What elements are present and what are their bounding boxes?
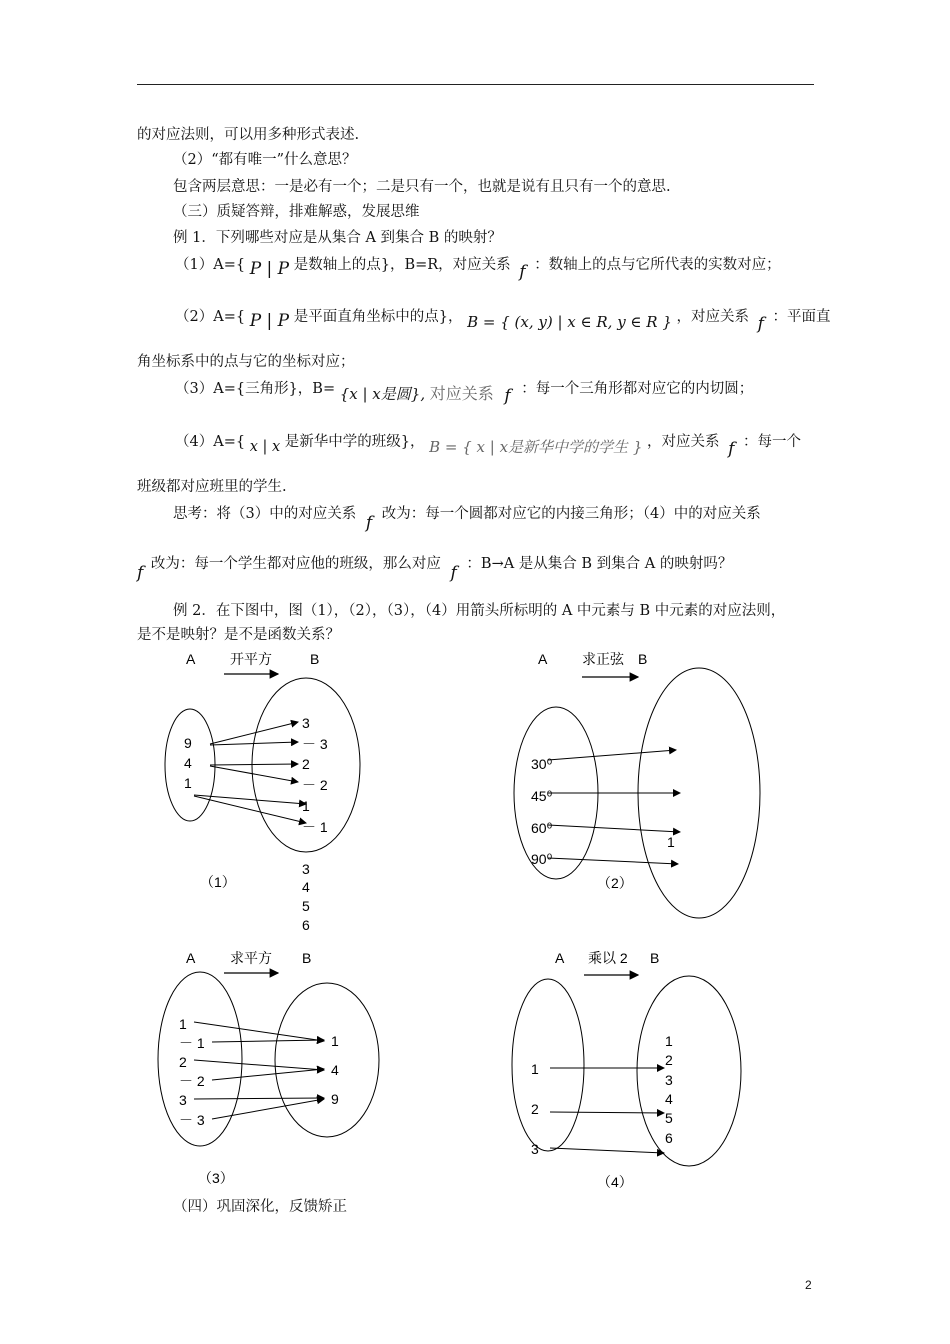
mapping-arrow [194, 1060, 324, 1070]
page-number: 2 [805, 1278, 812, 1292]
text-segment: （3）A={三角形}，B= [175, 381, 336, 397]
a-element: 45⁰ [531, 788, 553, 804]
rule-label: 乘以 2 [588, 950, 628, 966]
text-line: 包含两层意思：一是必有一个；二是只有一个，也就是说有且只有一个的意思. [173, 179, 671, 195]
b-element: 1 [665, 1033, 673, 1049]
text-line: 的对应法则，可以用多种形式表述. [137, 127, 360, 143]
b-element: 2 [665, 1052, 673, 1068]
a-element: 30⁰ [531, 756, 553, 772]
a-element: 3 [531, 1141, 539, 1157]
example-heading: 例 1．下列哪些对应是从集合 A 到集合 B 的映射？ [173, 230, 502, 246]
b-element: 4 [331, 1062, 339, 1078]
text-segment: 是新华中学的班级}， [284, 434, 425, 450]
mapping-arrow [194, 1022, 324, 1041]
mapping-arrow [548, 858, 678, 864]
a-element: － 2 [179, 1073, 205, 1089]
a-element: － 1 [179, 1035, 205, 1051]
text-segment: ，对应关系 [646, 434, 720, 450]
a-element: 1 [531, 1061, 539, 1077]
figure-caption: （1） [200, 874, 236, 890]
a-element: － 3 [179, 1112, 205, 1128]
math-f: f [519, 262, 526, 282]
example-item-1 [175, 254, 781, 282]
a-element: 2 [531, 1101, 539, 1117]
math-f: f [728, 439, 735, 459]
rule-label: 开平方 [230, 651, 272, 667]
set-a-label: A [186, 651, 196, 667]
math-f: f [450, 563, 457, 583]
math-expression: x | x [249, 439, 281, 455]
think-line-1 [173, 503, 761, 533]
mapping-diagram-4 [500, 943, 760, 1193]
b-element: 6 [665, 1130, 673, 1146]
section-heading: （三）质疑答辩，排难解惑，发展思维 [173, 204, 420, 220]
text-segment: （2）A={ [175, 309, 246, 325]
mapping-arrow [194, 796, 306, 823]
text-segment: ：数轴上的点与它所代表的实数对应； [534, 257, 781, 273]
set-a-ellipse [512, 979, 584, 1151]
text-segment: （4）A={ [175, 434, 246, 450]
set-a-label: A [538, 651, 548, 667]
text-segment: 改为：每一个学生都对应他的班级，那么对应 [150, 556, 441, 572]
b-element: 1 [667, 834, 675, 850]
math-f: f [137, 563, 144, 583]
text-line: 角坐标系中的点与它的坐标对应； [137, 354, 355, 370]
example-item-3 [175, 378, 754, 406]
text-segment: ：每一个三角形都对应它的内切圆； [521, 381, 754, 397]
b-element: 1 [331, 1033, 339, 1049]
figure-caption: （3） [198, 1170, 234, 1186]
a-element: 60⁰ [531, 820, 553, 836]
text-segment: （1）A={ [175, 257, 246, 273]
mapping-arrow [548, 825, 680, 832]
set-b-label: B [638, 651, 648, 667]
text-segment: 是平面直角坐标中的点}， [293, 309, 463, 325]
text-line: （2）“都有唯一”什么意思？ [173, 152, 357, 168]
a-element: 3 [179, 1092, 187, 1108]
set-a-label: A [186, 950, 196, 966]
example-item-4 [175, 431, 801, 459]
math-f: f [365, 513, 373, 533]
text-segment: ：B→A 是从集合 B 到集合 A 的映射吗？ [466, 556, 733, 572]
extra-element: 3 [302, 861, 310, 877]
extra-element: 6 [302, 917, 310, 933]
b-element: 4 [665, 1091, 673, 1107]
b-element: 5 [665, 1110, 673, 1126]
b-element: 2 [302, 756, 310, 772]
mapping-arrow [550, 1112, 664, 1113]
text-segment: 对应关系 [429, 384, 494, 403]
text-segment: 是数轴上的点}，B=R，对应关系 [293, 257, 511, 273]
b-element: 1 [302, 798, 310, 814]
a-element: 1 [179, 1016, 187, 1032]
mapping-arrow [194, 1098, 324, 1099]
extra-element: 5 [302, 898, 310, 914]
b-element: － 1 [302, 819, 328, 835]
rule-label: 求正弦 [582, 651, 624, 667]
b-element: － 2 [302, 777, 328, 793]
b-element: － 3 [302, 736, 328, 752]
section-heading: （四）巩固深化，反馈矫正 [173, 1199, 347, 1215]
mapping-arrow [194, 795, 306, 804]
mapping-arrow [550, 1148, 664, 1153]
rule-label: 求平方 [230, 950, 272, 966]
set-b-label: B [310, 651, 320, 667]
think-line-2 [137, 553, 733, 583]
mapping-arrow [212, 1099, 324, 1119]
set-b-label: B [302, 950, 312, 966]
text-segment: 思考：将（3）中的对应关系 [173, 506, 357, 522]
math-f: f [504, 386, 511, 406]
mapping-arrow [212, 1040, 324, 1042]
text-segment: ，对应关系 [676, 309, 750, 325]
mapping-arrow [210, 764, 298, 765]
example-heading: 例 2．在下图中，图（1），（2），（3），（4）用箭头所标明的 A 中元素与 B 中元素的对应法则， [173, 603, 786, 619]
extra-element: 4 [302, 879, 310, 895]
set-b-ellipse [637, 976, 741, 1166]
a-element: 9 [184, 735, 192, 751]
mapping-diagram-3 [150, 943, 410, 1193]
math-f: f [757, 314, 764, 334]
set-b-ellipse [275, 983, 379, 1137]
mapping-diagram-1 [150, 645, 410, 940]
mapping-diagram-2 [500, 645, 770, 925]
a-element: 90⁰ [531, 851, 553, 867]
math-expression: P | P [249, 311, 290, 331]
text-segment: ：平面直 [772, 309, 831, 325]
math-set: {x | x是圆}, [339, 385, 426, 403]
text-line: 是不是映射？是不是函数关系？ [137, 627, 340, 643]
b-element: 9 [331, 1091, 339, 1107]
a-element: 2 [179, 1054, 187, 1070]
a-element: 4 [184, 755, 192, 771]
set-a-label: A [555, 950, 565, 966]
math-set: B = { x | x是新华中学的学生 } [429, 438, 643, 456]
text-segment: ：每一个 [743, 434, 801, 450]
figure-caption: （2） [597, 875, 633, 891]
example-item-2 [175, 306, 831, 334]
math-set: B = { (x, y) | x ∈ R, y ∈ R } [467, 313, 672, 331]
b-element: 3 [302, 715, 310, 731]
mapping-arrow [210, 766, 298, 782]
text-segment: 改为：每一个圆都对应它的内接三角形；（4）中的对应关系 [381, 506, 761, 522]
set-b-label: B [650, 950, 660, 966]
math-expression: P | P [249, 259, 290, 279]
mapping-arrow [548, 750, 676, 760]
header-rule [137, 84, 814, 85]
figure-caption: （4） [597, 1174, 633, 1190]
a-element: 1 [184, 775, 192, 791]
b-element: 3 [665, 1072, 673, 1088]
mapping-arrow [212, 1069, 324, 1080]
text-line: 班级都对应班里的学生. [137, 479, 287, 495]
